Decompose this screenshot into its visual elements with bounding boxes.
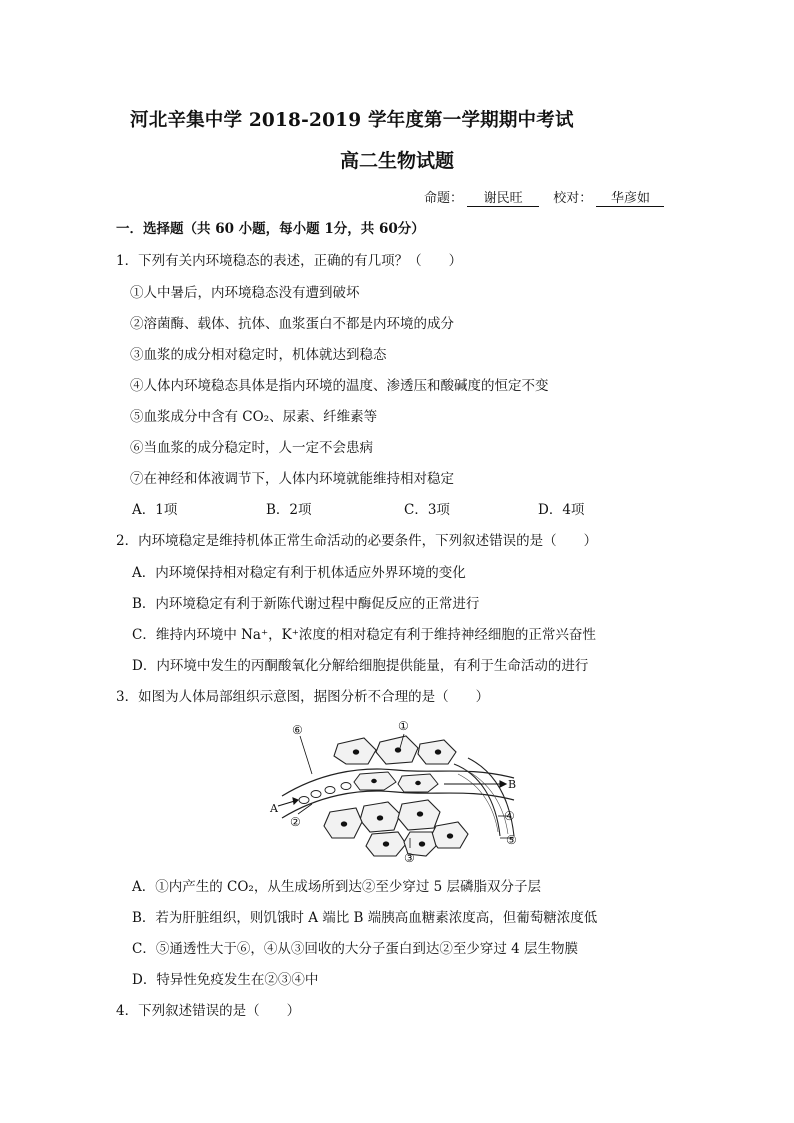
option-a: A．1项 xyxy=(132,502,178,518)
label-2: ② xyxy=(290,815,301,829)
question-3-stem: 3．如图为人体局部组织示意图，据图分析不合理的是（ ） xyxy=(116,689,490,705)
option-a: A．内环境保持相对稳定有利于机体适应外界环境的变化 xyxy=(132,565,466,581)
question-4-stem: 4．下列叙述错误的是（ ） xyxy=(116,1003,301,1019)
section-heading: 一．选择题（共 60 小题，每小题 1分，共 60分） xyxy=(116,221,425,237)
option-c: C．⑤通透性大于⑥，④从③回收的大分子蛋白到达②至少穿过 4 层生物膜 xyxy=(132,941,579,957)
question-1-item: ⑦在神经和体液调节下，人体内环境就能维持相对稳定 xyxy=(130,471,454,487)
label-5: ⑤ xyxy=(506,833,517,847)
reviewer-name: 华彦如 xyxy=(596,191,664,207)
option-b: B．2项 xyxy=(266,502,312,518)
option-b: B．内环境稳定有利于新陈代谢过程中酶促反应的正常进行 xyxy=(132,596,480,612)
label-1: ① xyxy=(398,719,409,733)
author-name: 谢民旺 xyxy=(467,191,539,207)
author-label: 命题： xyxy=(424,191,464,206)
label-4: ④ xyxy=(504,809,515,823)
option-c: C．3项 xyxy=(404,502,450,518)
option-b: B．若为肝脏组织，则饥饿时 A 端比 B 端胰高血糖素浓度高，但葡萄糖浓度低 xyxy=(132,910,598,926)
option-d: D．4项 xyxy=(538,502,585,518)
label-6: ⑥ xyxy=(292,723,303,737)
option-a: A．①内产生的 CO₂，从生成场所到达②至少穿过 5 层磷脂双分子层 xyxy=(132,879,542,895)
tissue-diagram xyxy=(268,714,524,864)
question-1-options xyxy=(132,498,612,516)
option-d: D．特异性免疫发生在②③④中 xyxy=(132,972,319,988)
question-1-stem: 1．下列有关内环境稳态的表述，正确的有几项？（ ） xyxy=(116,253,463,269)
question-1-item: ②溶菌酶、载体、抗体、血浆蛋白不都是内环境的成分 xyxy=(130,316,454,332)
question-1-item: ④人体内环境稳态具体是指内环境的温度、渗透压和酸碱度的恒定不变 xyxy=(130,378,549,394)
option-c: C．维持内环境中 Na⁺，K⁺浓度的相对稳定有利于维持神经细胞的正常兴奋性 xyxy=(132,627,596,643)
label-b: B xyxy=(508,778,517,791)
reviewer-label: 校对： xyxy=(553,191,593,206)
option-d: D．内环境中发生的丙酮酸氧化分解给细胞提供能量，有利于生命活动的进行 xyxy=(132,658,589,674)
question-1-item: ⑤血浆成分中含有 CO₂、尿素、纤维素等 xyxy=(130,409,378,425)
label-a: A xyxy=(270,802,278,815)
question-1-item: ⑥当血浆的成分稳定时，人一定不会患病 xyxy=(130,440,373,456)
label-3: ③ xyxy=(404,851,415,864)
exam-title: 河北辛集中学 2018-2019 学年度第一学期期中考试 xyxy=(130,110,574,131)
question-1-item: ①人中暑后，内环境稳态没有遭到破坏 xyxy=(130,285,360,301)
exam-subtitle: 高二生物试题 xyxy=(339,150,454,172)
credits-line xyxy=(424,187,664,207)
question-2-stem: 2．内环境稳定是维持机体正常生命活动的必要条件，下列叙述错误的是（ ） xyxy=(116,533,598,549)
question-1-item: ③血浆的成分相对稳定时，机体就达到稳态 xyxy=(130,347,387,363)
